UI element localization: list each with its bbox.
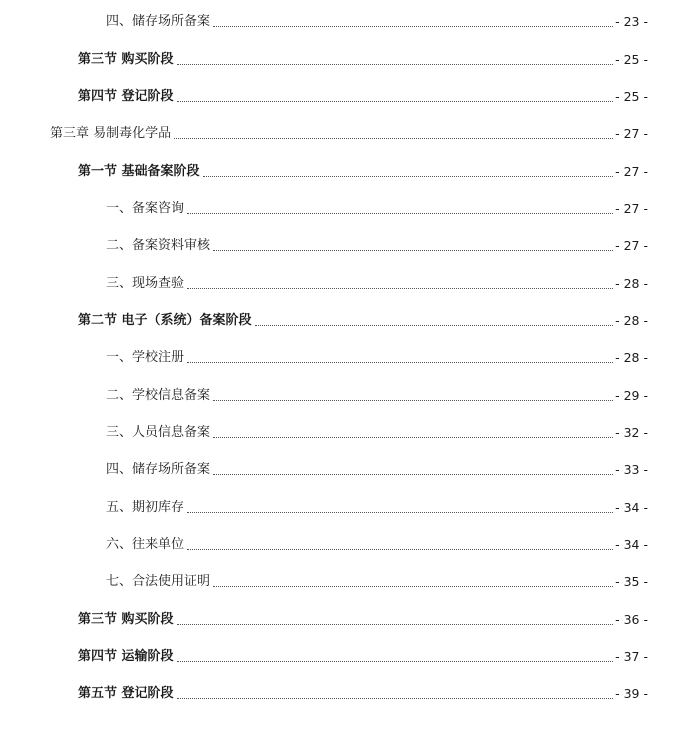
toc-entry-title: 四、储存场所备案 xyxy=(106,462,211,477)
dot-leader xyxy=(187,362,613,363)
toc-entry-title: 第二节 电子（系统）备案阶段 xyxy=(78,313,252,328)
dot-leader xyxy=(177,64,614,65)
dot-leader xyxy=(255,325,614,326)
toc-entry[interactable] xyxy=(106,533,648,553)
toc-entry[interactable] xyxy=(50,122,648,142)
toc-entry[interactable] xyxy=(106,496,648,516)
toc-entry-page: - 23 - xyxy=(615,14,648,29)
toc-entry-page: - 34 - xyxy=(615,500,648,515)
dot-leader xyxy=(187,512,613,513)
toc-entry-title: 七、合法使用证明 xyxy=(106,574,211,589)
toc-entry[interactable] xyxy=(106,234,648,254)
toc-entry[interactable] xyxy=(106,197,648,217)
toc-entry[interactable] xyxy=(78,160,648,180)
dot-leader xyxy=(174,138,613,139)
toc-entry[interactable] xyxy=(78,645,648,665)
toc-entry[interactable] xyxy=(106,421,648,441)
toc-entry-page: - 25 - xyxy=(615,52,648,67)
toc-entry-title: 三、现场查验 xyxy=(106,276,185,291)
dot-leader xyxy=(213,400,613,401)
toc-entry-title: 第三节 购买阶段 xyxy=(78,52,174,67)
toc-entry-title: 一、备案咨询 xyxy=(106,201,185,216)
dot-leader xyxy=(177,101,614,102)
toc-entry[interactable] xyxy=(78,682,648,702)
dot-leader xyxy=(213,26,613,27)
toc-entry-title: 二、备案资料审核 xyxy=(106,238,211,253)
toc-entry[interactable] xyxy=(106,346,648,366)
toc-entry[interactable] xyxy=(78,608,648,628)
toc-entry-page: - 25 - xyxy=(615,89,648,104)
dot-leader xyxy=(177,698,614,699)
toc-entry-title: 三、人员信息备案 xyxy=(106,425,211,440)
toc-entry-page: - 27 - xyxy=(615,201,648,216)
dot-leader xyxy=(203,176,614,177)
toc-entry[interactable] xyxy=(106,570,648,590)
toc-entry-title: 第三节 购买阶段 xyxy=(78,612,174,627)
toc-entry-title: 二、学校信息备案 xyxy=(106,388,211,403)
dot-leader xyxy=(213,437,613,438)
toc-entry-title: 六、往来单位 xyxy=(106,537,185,552)
toc-entry-page: - 29 - xyxy=(615,388,648,403)
toc-entry-page: - 27 - xyxy=(615,164,648,179)
toc-entry-page: - 28 - xyxy=(615,313,648,328)
toc-entry-title: 第四节 运输阶段 xyxy=(78,649,174,664)
toc-entry-title: 四、储存场所备案 xyxy=(106,14,211,29)
toc-entry[interactable] xyxy=(106,10,648,30)
toc-entry-page: - 36 - xyxy=(615,612,648,627)
toc-entry-page: - 28 - xyxy=(615,350,648,365)
dot-leader xyxy=(213,250,613,251)
toc-entry-page: - 35 - xyxy=(615,574,648,589)
toc-entry[interactable] xyxy=(78,309,648,329)
dot-leader xyxy=(177,624,614,625)
toc-entry-title: 第三章 易制毒化学品 xyxy=(50,126,172,141)
toc-entry-page: - 32 - xyxy=(615,425,648,440)
dot-leader xyxy=(177,661,614,662)
toc-entry-page: - 34 - xyxy=(615,537,648,552)
toc-entry-title: 第一节 基础备案阶段 xyxy=(78,164,200,179)
toc-entry-page: - 33 - xyxy=(615,462,648,477)
dot-leader xyxy=(187,213,613,214)
toc-entry-page: - 27 - xyxy=(615,126,648,141)
toc-entry-title: 第四节 登记阶段 xyxy=(78,89,174,104)
toc-entry-title: 一、学校注册 xyxy=(106,350,185,365)
toc-entry-page: - 37 - xyxy=(615,649,648,664)
toc-entry-page: - 27 - xyxy=(615,238,648,253)
dot-leader xyxy=(213,586,613,587)
dot-leader xyxy=(187,288,613,289)
toc-entry-page: - 39 - xyxy=(615,686,648,701)
toc-entry[interactable] xyxy=(106,458,648,478)
dot-leader xyxy=(213,474,613,475)
toc-entry[interactable] xyxy=(106,272,648,292)
toc-entry[interactable] xyxy=(78,48,648,68)
toc-entry[interactable] xyxy=(106,384,648,404)
dot-leader xyxy=(187,549,613,550)
toc-entry-title: 第五节 登记阶段 xyxy=(78,686,174,701)
toc-entry-title: 五、期初库存 xyxy=(106,500,185,515)
toc-entry[interactable] xyxy=(78,85,648,105)
toc-entry-page: - 28 - xyxy=(615,276,648,291)
